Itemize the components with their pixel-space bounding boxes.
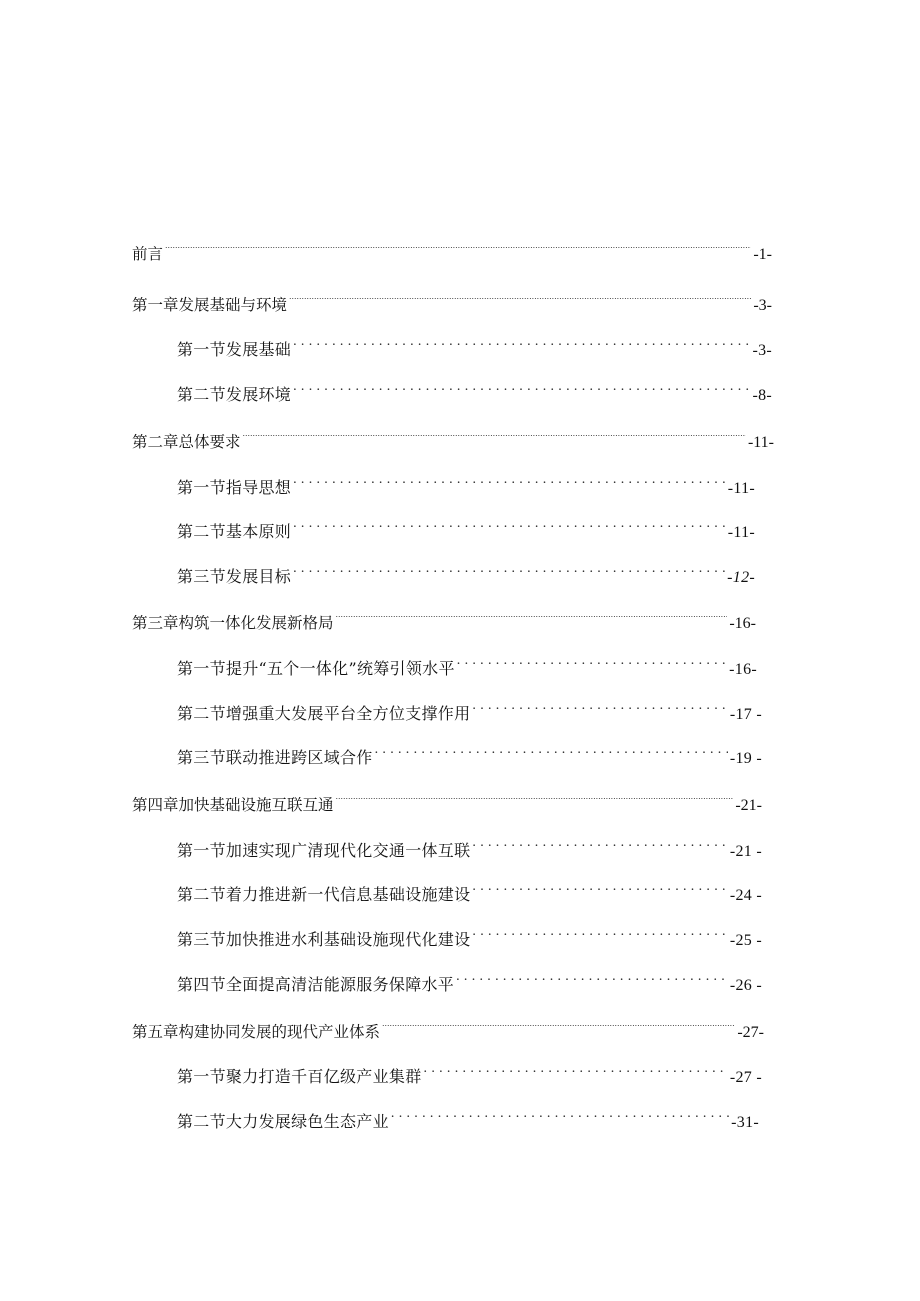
toc-entry-page: -11- <box>727 480 755 497</box>
toc-entry-title: 第四节全面提高清洁能源服务保障水平 <box>177 975 455 994</box>
toc-entry-page: -3- <box>753 297 772 314</box>
toc-entry-section[interactable] <box>177 1103 759 1131</box>
toc-entry-page: -26 - <box>729 977 762 994</box>
toc-entry-title: 第一章发展基础与环境 <box>132 297 288 314</box>
dot-leader <box>391 1103 729 1127</box>
dot-leader <box>424 1058 728 1082</box>
toc-entry-section[interactable] <box>177 1058 762 1086</box>
toc-entry-page: -8- <box>752 387 772 404</box>
toc-entry-title: 第一节指导思想 <box>177 478 292 497</box>
toc-entry-page: -1- <box>753 246 772 263</box>
dot-leader <box>382 1013 735 1037</box>
toc-entry-title: 第一节聚力打造千百亿级产业集群 <box>177 1067 422 1086</box>
dot-leader <box>293 513 726 537</box>
toc-entry-title: 第三节发展目标 <box>177 567 292 586</box>
toc-entry-title: 第二节着力推进新一代信息基础设施建设 <box>177 885 471 904</box>
dot-leader <box>456 966 728 990</box>
dot-leader <box>336 786 734 810</box>
toc-entry-page: -31- <box>731 1114 759 1131</box>
dot-leader <box>472 876 727 900</box>
dot-leader <box>293 331 750 355</box>
toc-entry-section[interactable] <box>177 469 755 497</box>
toc-entry-title: 第二节增强重大发展平台全方位支撑作用 <box>177 704 471 723</box>
toc-entry-page: -19 - <box>729 750 762 767</box>
toc-entry-section[interactable] <box>177 331 772 359</box>
dot-leader <box>293 558 725 582</box>
toc-entry-page: -16- <box>729 615 756 632</box>
dot-leader <box>293 469 726 493</box>
toc-entry-title: 第三节加快推进水利基础设施现代化建设 <box>177 930 471 949</box>
toc-entry-title: 第二节发展环境 <box>177 385 292 404</box>
dot-leader <box>472 832 727 856</box>
dot-leader <box>472 921 727 945</box>
toc-entry-title: 第三节联动推进跨区域合作 <box>177 748 373 767</box>
dot-leader <box>165 235 751 259</box>
toc-entry-page: -16- <box>729 661 757 678</box>
toc-entry-section[interactable] <box>177 695 762 723</box>
toc-entry-title: 第二节基本原则 <box>177 522 292 541</box>
toc-entry-title: 第一节提升“五个一体化”统筹引领水平 <box>177 659 455 678</box>
toc-entry-preface[interactable] <box>132 235 772 263</box>
toc-entry-page: -21- <box>735 797 762 814</box>
toc-entry-page: -24 - <box>729 887 762 904</box>
toc-entry-page: -27- <box>737 1024 764 1041</box>
toc-entry-page: -3- <box>752 342 772 359</box>
dot-leader <box>375 739 728 763</box>
toc-entry-section[interactable] <box>177 513 755 541</box>
toc-entry-section[interactable] <box>177 376 772 404</box>
toc-entry-title: 前言 <box>132 246 164 263</box>
toc-entry-chapter-1[interactable] <box>132 286 772 314</box>
toc-entry-section[interactable] <box>177 921 762 949</box>
toc-entry-page: -25 - <box>729 932 762 949</box>
toc-entry-section[interactable] <box>177 739 762 767</box>
toc-entry-section[interactable] <box>177 650 757 678</box>
toc-entry-page: -21 - <box>729 843 762 860</box>
dot-leader <box>457 650 727 674</box>
toc-entry-chapter-4[interactable] <box>132 786 762 814</box>
toc-entry-page: -17 - <box>729 706 762 723</box>
toc-entry-section[interactable] <box>177 832 762 860</box>
toc-entry-title: 第三章构筑一体化发展新格局 <box>132 615 334 632</box>
dot-leader <box>289 286 751 310</box>
toc-entry-chapter-3[interactable] <box>132 604 756 632</box>
toc-entry-title: 第二节大力发展绿色生态产业 <box>177 1112 389 1131</box>
toc-entry-section[interactable] <box>177 558 755 586</box>
toc-entry-page: -27 - <box>729 1069 762 1086</box>
dot-leader <box>336 604 728 628</box>
toc-entry-section[interactable] <box>177 876 762 904</box>
toc-entry-page: -11- <box>727 524 755 541</box>
toc-entry-title: 第四章加快基础设施互联互通 <box>132 797 334 814</box>
toc-entry-section[interactable] <box>177 966 762 994</box>
dot-leader <box>472 695 727 719</box>
toc-entry-title: 第二章总体要求 <box>132 434 241 451</box>
toc-entry-title: 第五章构建协同发展的现代产业体系 <box>132 1024 381 1041</box>
toc-entry-title: 第一节加速实现广清现代化交通一体互联 <box>177 841 471 860</box>
dot-leader <box>293 376 750 400</box>
toc-entry-page: -12- <box>727 569 755 586</box>
toc-entry-chapter-5[interactable] <box>132 1013 764 1041</box>
toc-entry-title: 第一节发展基础 <box>177 340 292 359</box>
toc-entry-page: -11- <box>747 434 774 451</box>
dot-leader <box>243 423 746 447</box>
toc-entry-chapter-2[interactable] <box>132 423 774 451</box>
